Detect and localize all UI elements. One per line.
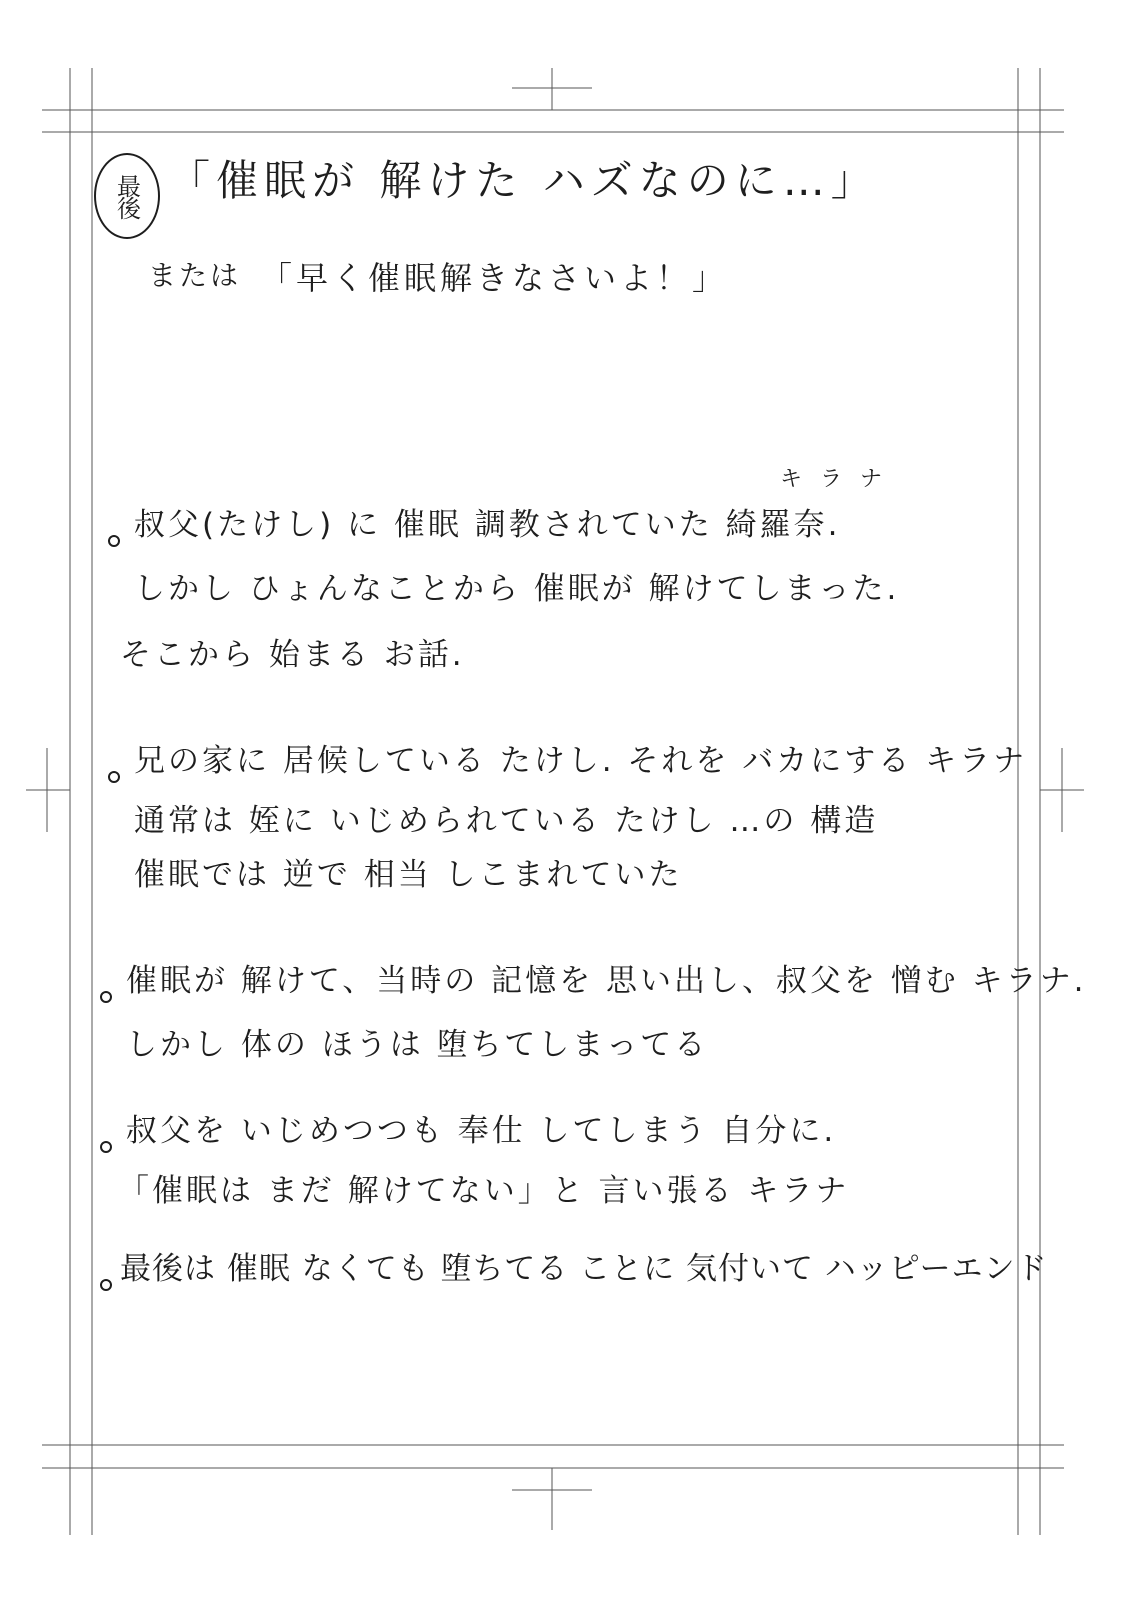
bullet-3-line-2: しかし 体の ほうは 堕ちてしまってる xyxy=(126,1027,709,1063)
alt-title: 「早く催眠解きなさいよ！」 xyxy=(260,259,729,297)
bullet-4-line-1: 叔父を いじめつつも 奉仕 してしまう 自分に. xyxy=(126,1113,837,1149)
bullet-4-line-2: 「催眠は まだ 解けてない」と 言い張る キラナ xyxy=(118,1173,850,1209)
bullet-marker xyxy=(100,991,112,1003)
bullet-3-line-1: 催眠が 解けて、当時の 記憶を 思い出し、叔父を 憎む キラナ. xyxy=(126,963,1087,999)
bullet-2-line-1: 兄の家に 居候している たけし. それを バカにする キラナ xyxy=(134,743,1028,779)
bullet-marker xyxy=(108,771,120,783)
bullet-2-line-2: 通常は 姪に いじめられている たけし …の 構造 xyxy=(134,803,879,839)
bullet-1-line-2: しかし ひょんなことから 催眠が 解けてしまった. xyxy=(134,571,900,607)
bullet-2-line-3: 催眠では 逆で 相当 しこまれていた xyxy=(134,857,683,893)
page-title: 「催眠が 解けた ハズなのに…」 xyxy=(168,156,879,205)
bullet-marker xyxy=(100,1141,112,1153)
bullet-marker xyxy=(100,1279,112,1291)
bullet-1-line-3: そこから 始まる お話. xyxy=(120,637,465,673)
bullet-marker xyxy=(108,535,120,547)
saigo-stamp: 最後 xyxy=(94,153,160,239)
bullet-1-line-1: 叔父(たけし) に 催眠 調教されていた 綺羅奈. xyxy=(134,507,841,543)
bullet-5-line-1: 最後は 催眠 なくても 堕ちてる ことに 気付いて ハッピーエンド xyxy=(120,1251,1048,1287)
alt-title-label: または xyxy=(148,259,242,292)
furigana-kirana: キラナ xyxy=(780,467,901,492)
